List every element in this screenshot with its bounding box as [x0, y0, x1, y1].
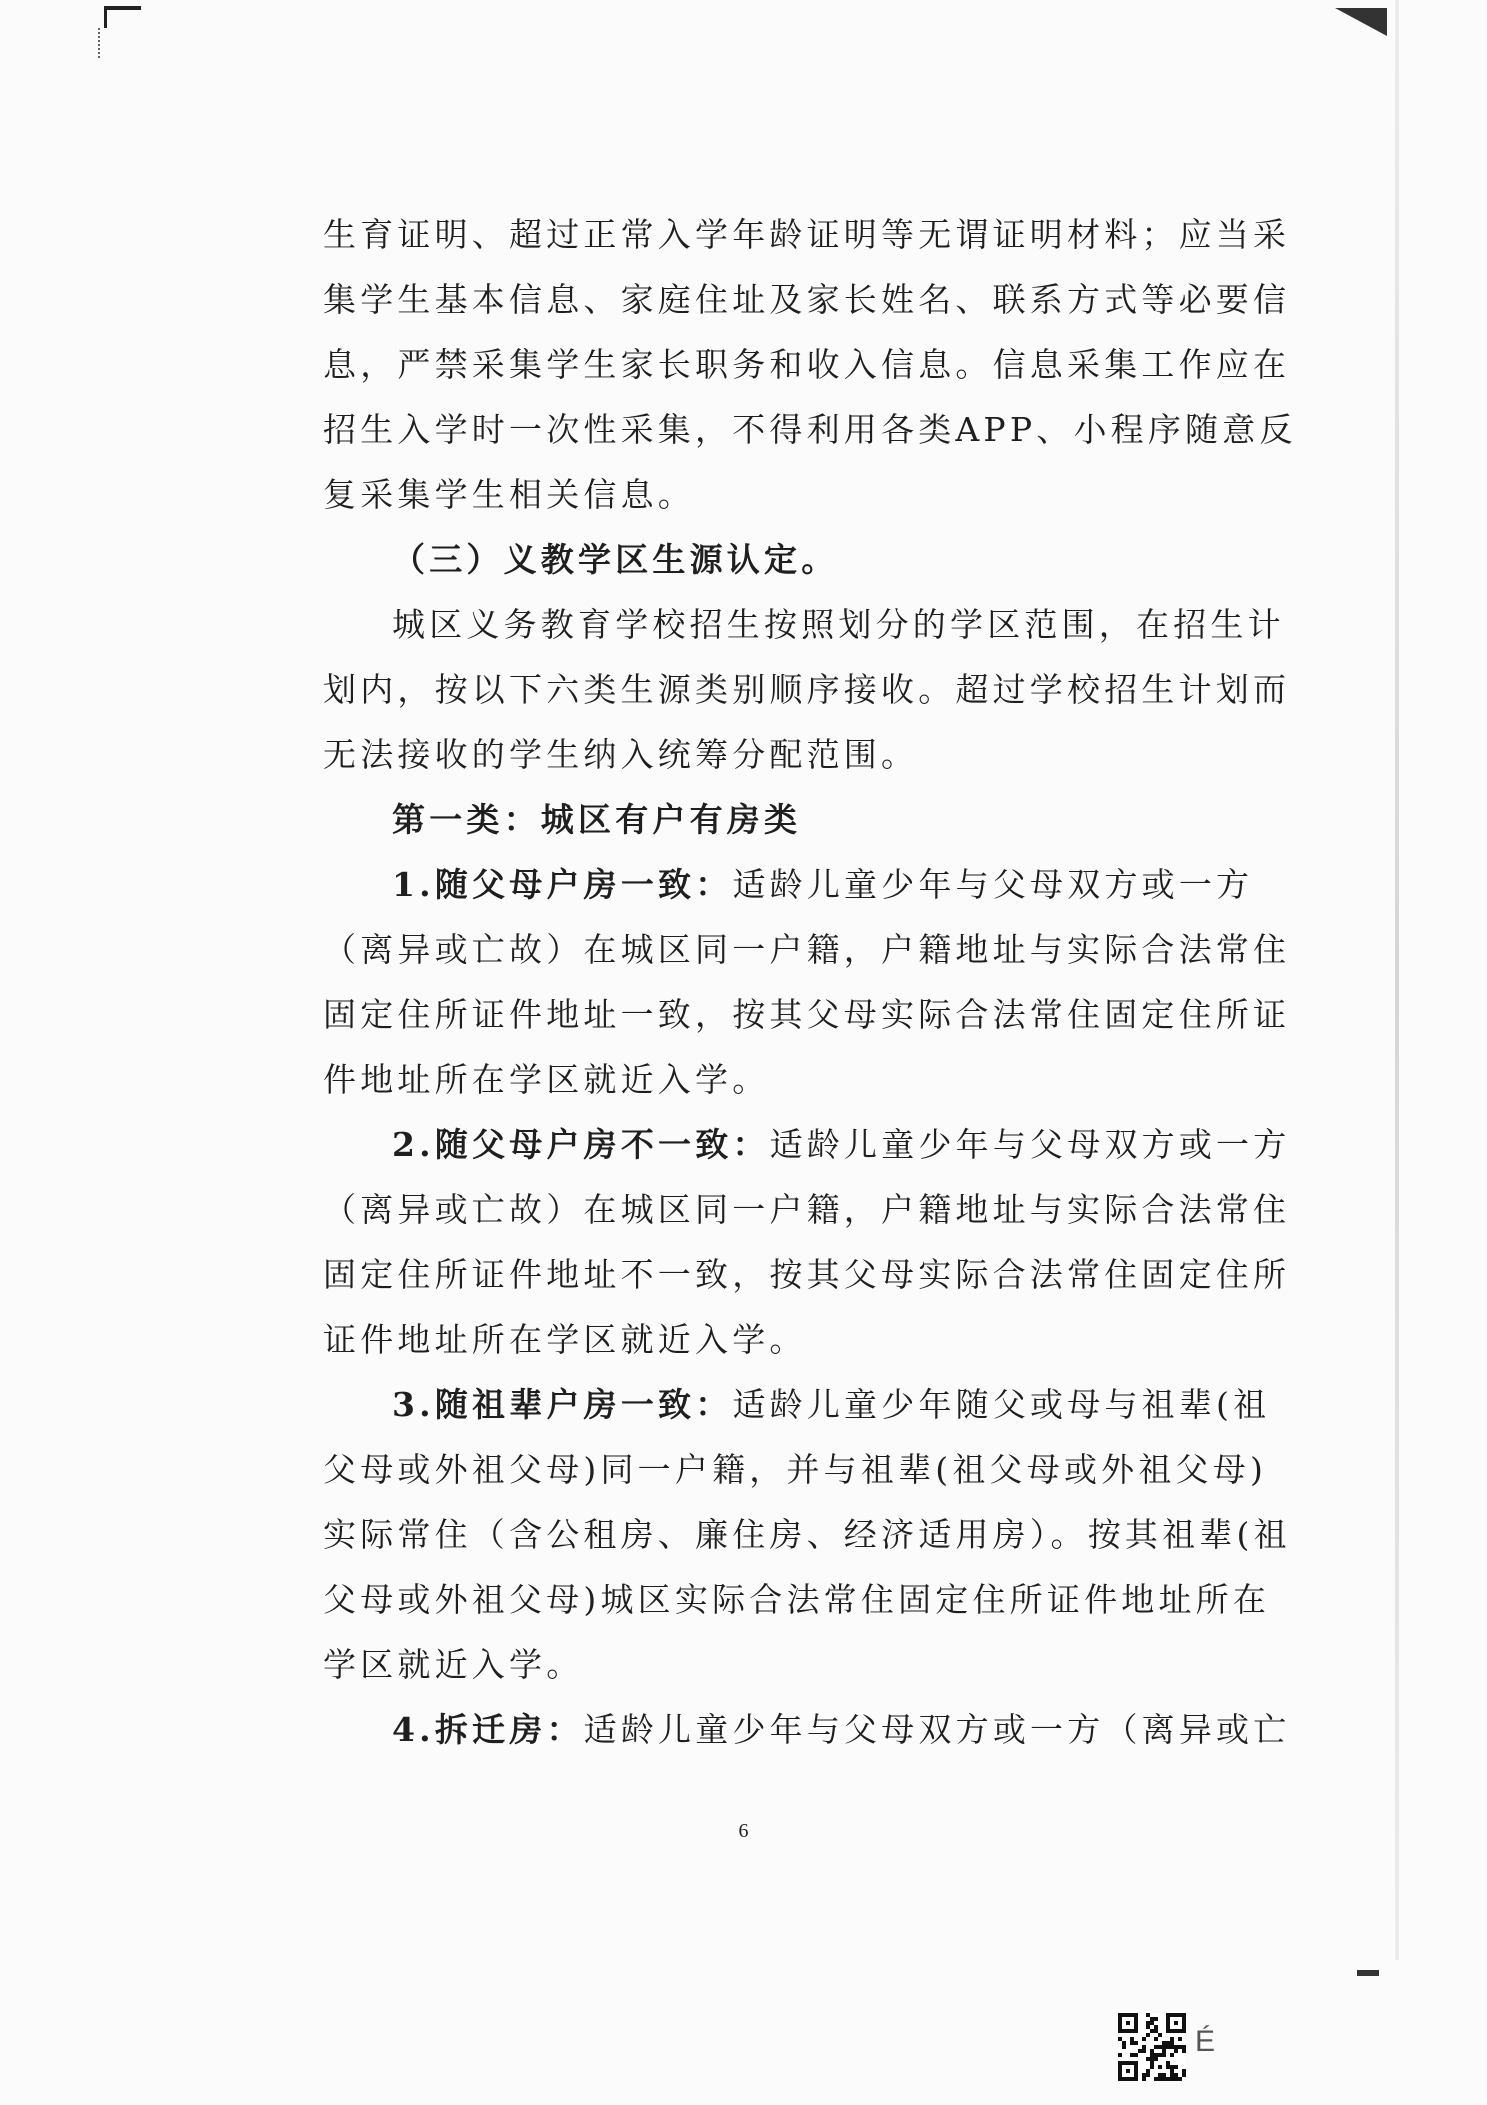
line-text: 无法接收的学生纳入统筹分配范围。 — [323, 735, 919, 774]
qr-code-icon — [1118, 2013, 1186, 2081]
text-line — [323, 982, 1291, 1047]
line-text: 划内，按以下六类生源类别顺序接收。超过学校招生计划而 — [323, 670, 1291, 709]
item-lead: 2.随父母户房不一致： — [392, 1125, 770, 1164]
item-lead: 1.随父母户房一致： — [392, 865, 733, 904]
text-line — [323, 1372, 1271, 1437]
text-line — [323, 1242, 1291, 1307]
line-text: 父母或外祖父母)同一户籍，并与祖辈(祖父母或外祖父母) — [323, 1450, 1268, 1489]
text-line — [323, 202, 1291, 267]
line-text: （离异或亡故）在城区同一户籍，户籍地址与实际合法常住 — [323, 1190, 1291, 1229]
line-text: 适龄儿童少年随父或母与祖辈(祖 — [732, 1385, 1271, 1424]
scan-corner-mark — [104, 6, 141, 28]
text-line — [323, 332, 1291, 397]
text-line — [323, 1177, 1291, 1242]
line-text: 适龄儿童少年与父母双方或一方（离异或亡 — [583, 1710, 1291, 1749]
text-line — [323, 1567, 1271, 1632]
scan-corner-mark — [1335, 8, 1387, 36]
line-text: 固定住所证件地址不一致，按其父母实际合法常住固定住所 — [323, 1255, 1291, 1294]
item-lead: 4.拆迁房： — [392, 1710, 584, 1749]
text-line — [323, 1307, 1235, 1372]
text-line — [323, 397, 1297, 462]
text-line — [323, 1502, 1291, 1567]
item-lead: 3.随祖辈户房一致： — [392, 1385, 733, 1424]
line-text: 证件地址所在学区就近入学。 — [323, 1320, 807, 1359]
line-text: 适龄儿童少年与父母双方或一方 — [769, 1125, 1291, 1164]
line-text: 城区义务教育学校招生按照划分的学区范围，在招生计 — [392, 605, 1285, 644]
scan-edge-shadow — [1395, 0, 1399, 1960]
line-text: 生育证明、超过正常入学年龄证明等无谓证明材料；应当采 — [323, 215, 1291, 254]
line-text: 实际常住（含公租房、廉住房、经济适用房）。按其祖辈(祖 — [323, 1515, 1291, 1554]
line-text: 件地址所在学区就近入学。 — [323, 1060, 770, 1099]
text-line — [323, 1437, 1268, 1502]
text-line — [323, 592, 1285, 657]
section-heading — [323, 527, 1235, 592]
text-line — [323, 657, 1291, 722]
text-line — [323, 917, 1291, 982]
text-line — [323, 1632, 1235, 1697]
line-text: 第一类：城区有户有房类 — [392, 800, 802, 839]
page-number: 6 — [738, 1820, 749, 1842]
line-text: 学区就近入学。 — [323, 1645, 584, 1684]
line-text: （离异或亡故）在城区同一户籍，户籍地址与实际合法常住 — [323, 930, 1291, 969]
text-line — [323, 852, 1254, 917]
text-line — [323, 722, 1235, 787]
section-heading — [323, 787, 1235, 852]
line-text: 集学生基本信息、家庭住址及家长姓名、联系方式等必要信 — [323, 280, 1291, 319]
text-line — [323, 462, 1235, 527]
text-line — [323, 1047, 1235, 1112]
line-text: 适龄儿童少年与父母双方或一方 — [732, 865, 1254, 904]
line-text: 息，严禁采集学生家长职务和收入信息。信息采集工作应在 — [323, 345, 1291, 384]
scan-dots — [98, 28, 104, 58]
line-text: 父母或外祖父母)城区实际合法常住固定住所证件地址所在 — [323, 1580, 1271, 1619]
text-line — [323, 267, 1291, 332]
text-line — [323, 1697, 1291, 1762]
line-text: 固定住所证件地址一致，按其父母实际合法常住固定住所证 — [323, 995, 1291, 1034]
text-line — [323, 1112, 1291, 1177]
corner-glyph: É — [1195, 2025, 1216, 2058]
line-text: （三）义教学区生源认定。 — [392, 540, 839, 579]
scan-edge-mark — [1357, 1970, 1379, 1976]
line-text: 招生入学时一次性采集，不得利用各类APP、小程序随意反 — [323, 410, 1297, 449]
document-body — [323, 202, 1297, 1762]
line-text: 复采集学生相关信息。 — [323, 475, 695, 514]
